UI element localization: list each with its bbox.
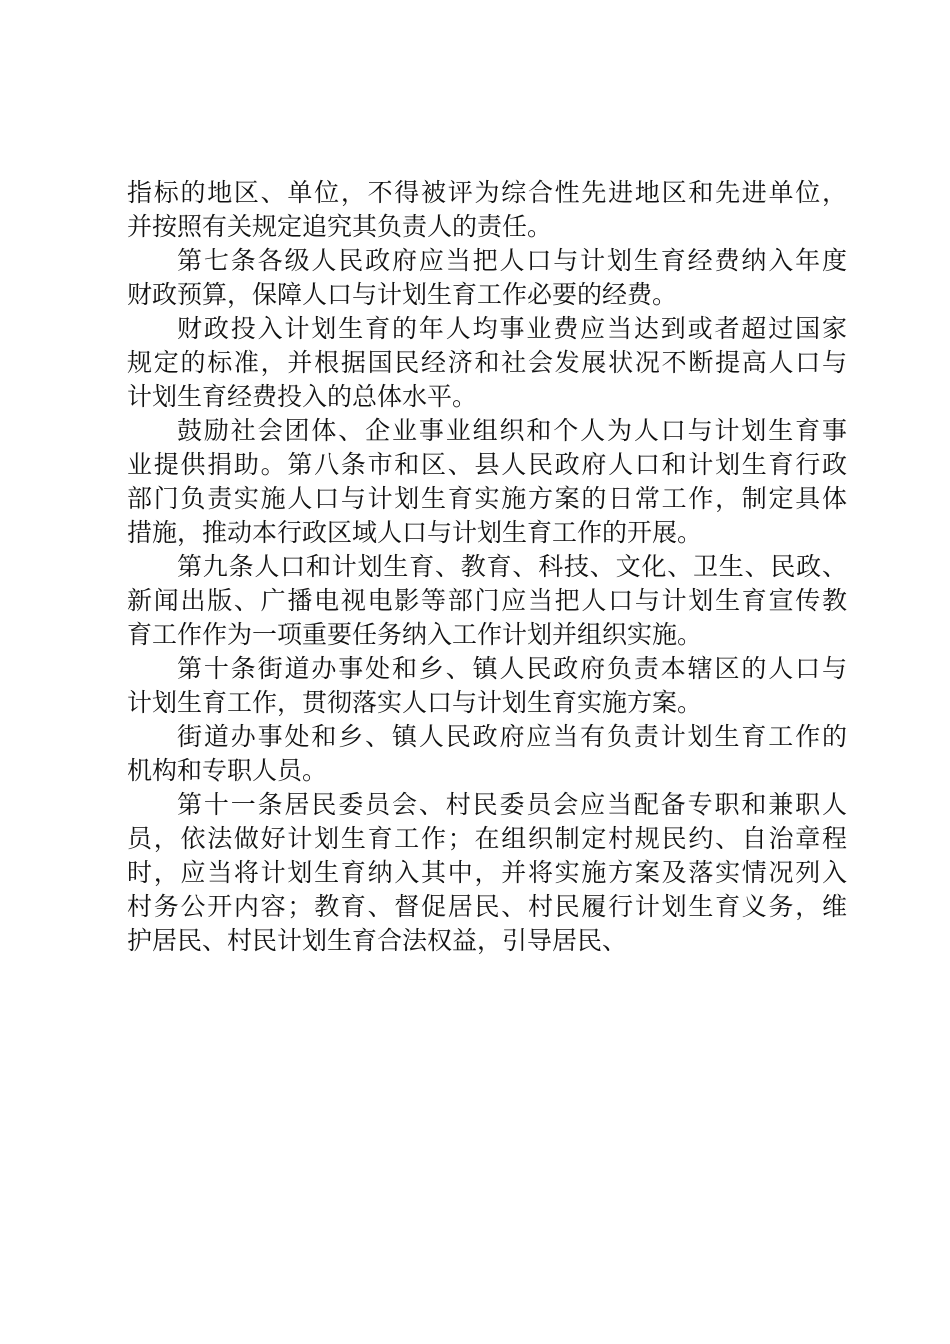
text-line: 财政投入计划生育的年人均事业费应当达到或者超过国家	[177, 314, 847, 343]
text-line: 第十一条居民委员会、村民委员会应当配备专职和兼职人	[177, 790, 847, 819]
text-line: 村务公开内容；教育、督促居民、村民履行计划生育义务，维	[127, 892, 847, 921]
text-line: 措施，推动本行政区域人口与计划生育工作的开展。	[127, 518, 703, 547]
text-line: 指标的地区、单位，不得被评为综合性先进地区和先进单位，	[127, 178, 847, 207]
text-line: 规定的标准，并根据国民经济和社会发展状况不断提高人口与	[127, 348, 847, 377]
text-line: 街道办事处和乡、镇人民政府应当有负责计划生育工作的	[177, 722, 847, 751]
text-line: 第七条各级人民政府应当把人口与计划生育经费纳入年度	[177, 246, 847, 275]
text-line: 计划生育工作，贯彻落实人口与计划生育实施方案。	[127, 688, 703, 717]
text-line: 财政预算，保障人口与计划生育工作必要的经费。	[127, 280, 678, 309]
text-line: 时，应当将计划生育纳入其中，并将实施方案及落实情况列入	[127, 858, 847, 887]
text-line: 第九条人口和计划生育、教育、科技、文化、卫生、民政、	[177, 552, 847, 581]
text-line: 部门负责实施人口与计划生育实施方案的日常工作，制定具体	[127, 484, 847, 513]
text-line: 新闻出版、广播电视电影等部门应当把人口与计划生育宣传教	[127, 586, 847, 615]
text-line: 鼓励社会团体、企业事业组织和个人为人口与计划生育事	[177, 416, 847, 445]
text-line: 员，依法做好计划生育工作；在组织制定村规民约、自治章程	[127, 824, 847, 853]
text-line: 机构和专职人员。	[127, 756, 328, 785]
text-line: 业提供捐助。第八条市和区、县人民政府人口和计划生育行政	[127, 450, 847, 479]
text-line: 第十条街道办事处和乡、镇人民政府负责本辖区的人口与	[177, 654, 847, 683]
text-line: 计划生育经费投入的总体水平。	[127, 382, 478, 411]
text-line: 护居民、村民计划生育合法权益，引导居民、	[127, 926, 628, 955]
text-line: 育工作作为一项重要任务纳入工作计划并组织实施。	[127, 620, 703, 649]
text-line: 并按照有关规定追究其负责人的责任。	[127, 212, 553, 241]
